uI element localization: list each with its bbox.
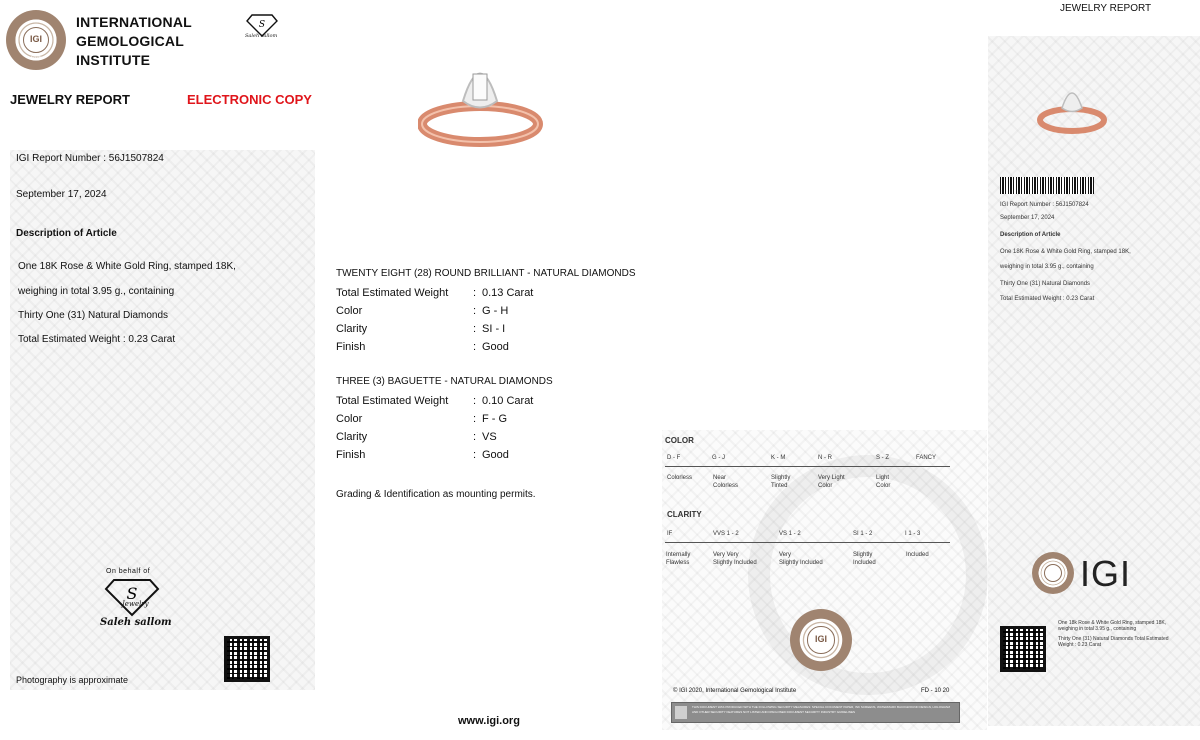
card-ring-photo xyxy=(1036,78,1108,138)
photo-note: Photography is approximate xyxy=(16,675,129,685)
seal-bottom-text: IGI xyxy=(814,634,827,644)
color-grade-6: FANCY xyxy=(916,455,937,461)
color-grade-1: D - F xyxy=(667,455,681,461)
clarity-grade-3: VS 1 - 2 xyxy=(779,531,801,537)
card-qr-caption-4: Weight : 0.23 Carat xyxy=(1058,642,1101,648)
clarity-scale-heading: CLARITY xyxy=(667,510,702,519)
description-line-4: Total Estimated Weight : 0.23 Carat xyxy=(18,334,176,345)
card-date: September 17, 2024 xyxy=(1000,215,1055,221)
report-date: September 17, 2024 xyxy=(16,189,107,200)
color-scale-line xyxy=(665,466,950,467)
jewelry-diamond-icon xyxy=(104,577,164,621)
row-value: 0.10 Carat xyxy=(482,395,534,407)
group-2-heading: THREE (3) BAGUETTE - NATURAL DIAMONDS xyxy=(336,376,553,387)
color-desc-1: Colorless xyxy=(667,475,693,481)
color-desc-2: Near Colorless xyxy=(713,475,739,489)
card-report-type: JEWELRY REPORT xyxy=(1060,3,1152,14)
qr-code[interactable] xyxy=(224,636,270,682)
partner-diamond-icon xyxy=(244,12,280,44)
card-igi-seal xyxy=(1032,552,1074,594)
clarity-grade-5: I 1 - 3 xyxy=(905,531,921,537)
row-key: Color xyxy=(336,305,363,317)
clarity-grade-2: VVS 1 - 2 xyxy=(713,531,739,537)
row-value: G - H xyxy=(482,305,509,317)
color-grade-4: N - R xyxy=(818,455,832,461)
seal-year: 1975 xyxy=(30,56,42,62)
color-desc-4: Very Light Color xyxy=(818,475,845,489)
row-key: Clarity xyxy=(336,431,368,443)
color-grade-2: G - J xyxy=(712,455,725,461)
row-key: Finish xyxy=(336,341,366,353)
partner-signature: Saleh sallom xyxy=(245,33,278,39)
description-heading: Description of Article xyxy=(16,228,117,239)
row-key: Total Estimated Weight xyxy=(336,395,449,407)
jewelry-logo-text: Jewelry xyxy=(122,600,149,608)
card-qr-caption-3: Thirty One (31) Natural Diamonds Total Estimated xyxy=(1058,636,1169,642)
color-desc-5: Light Color xyxy=(876,475,891,489)
org-name-line2: GEMOLOGICAL xyxy=(76,33,184,49)
color-grade-3: K - M xyxy=(771,455,786,461)
row-key: Color xyxy=(336,413,363,425)
card-igi-logo-text: IGI xyxy=(1080,553,1132,594)
row-key: Finish xyxy=(336,449,366,461)
card-qr-caption-2: weighing in total 3.95 g., containing xyxy=(1058,626,1137,632)
color-desc-3: Slightly Tinted xyxy=(771,475,791,489)
security-note: THIS DOCUMENT WAS PRODUCED WITH THE FOLLOWING SECURITY MEASURES: SPECIAL DOCUMENT PAPER, INK SCREENS, WATERMARK BACKGROUND DESIGN, HOLOGRAM AND OTHER SECURITY FEATURES NOT LISTED AND DISCLOSED DOCUMENT SECURITY INDUSTRY GUIDELINES xyxy=(692,705,951,714)
card-description-heading: Description of Article xyxy=(1000,232,1061,238)
barcode xyxy=(1000,177,1094,194)
igi-seal-bottom xyxy=(790,609,852,671)
grading-comment: Grading & Identification as mounting permits. xyxy=(336,489,536,500)
clarity-desc-3: Very Slightly Included xyxy=(779,552,823,566)
card-description-line-2: weighing in total 3.95 g., containing xyxy=(1000,264,1094,270)
row-value: 0.13 Carat xyxy=(482,287,534,299)
row-key: Total Estimated Weight xyxy=(336,287,449,299)
website-link[interactable]: www.igi.org xyxy=(458,715,520,727)
org-name-line3: INSTITUTE xyxy=(76,52,151,68)
report-number: IGI Report Number : 56J1507824 xyxy=(16,153,164,164)
clarity-desc-2: Very Very Slightly Included xyxy=(713,552,757,566)
clarity-scale-line xyxy=(665,542,950,543)
form-code: FD - 10 20 xyxy=(921,688,950,694)
row-value: Good xyxy=(482,341,509,353)
color-grade-5: S - Z xyxy=(876,455,889,461)
card-ring-image xyxy=(1036,78,1108,138)
on-behalf-of: On behalf of xyxy=(106,568,151,575)
card-qr-code[interactable] xyxy=(1000,626,1046,672)
igi-seal-logo xyxy=(6,10,66,70)
igi-watermark xyxy=(748,455,988,695)
svg-text:S: S xyxy=(258,20,266,30)
clarity-grade-4: SI 1 - 2 xyxy=(853,531,873,537)
card-report-number: IGI Report Number : 56J1507824 xyxy=(1000,202,1089,208)
card-description-line-1: One 18K Rose & White Gold Ring, stamped 18K, xyxy=(1000,249,1131,255)
ring-photo xyxy=(418,46,543,156)
card-qr-caption xyxy=(1058,620,1198,648)
seal-logo-text: IGI xyxy=(29,34,42,44)
clarity-desc-4: Slightly Included xyxy=(853,552,876,566)
org-name-line1: INTERNATIONAL xyxy=(76,14,192,30)
row-key: Clarity xyxy=(336,323,368,335)
description-line-1: One 18K Rose & White Gold Ring, stamped 18K, xyxy=(18,261,236,272)
jewelry-logo xyxy=(104,577,164,621)
report-type-title: JEWELRY REPORT xyxy=(10,92,130,107)
group-1-heading: TWENTY EIGHT (28) ROUND BRILLIANT - NATURAL DIAMONDS xyxy=(336,268,636,279)
row-value: F - G xyxy=(482,413,508,425)
description-line-3: Thirty One (31) Natural Diamonds xyxy=(18,310,169,321)
card-description-line-3: Thirty One (31) Natural Diamonds xyxy=(1000,281,1091,287)
row-value: Good xyxy=(482,449,509,461)
clarity-desc-1: Internally Flawless xyxy=(666,552,691,566)
ring-image xyxy=(418,46,543,156)
org-name xyxy=(76,13,192,70)
row-value: SI - I xyxy=(482,323,506,335)
clarity-desc-5: Included xyxy=(906,552,929,558)
card-description-line-4: Total Estimated Weight : 0.23 Carat xyxy=(1000,296,1095,302)
description-line-2: weighing in total 3.95 g., containing xyxy=(18,286,175,297)
color-scale-heading: COLOR xyxy=(665,436,694,445)
partner-logo xyxy=(244,12,280,44)
security-strip xyxy=(671,702,960,723)
security-strip-icon xyxy=(675,706,687,719)
svg-text:S: S xyxy=(126,584,138,603)
copyright: © IGI 2020, International Gemological Institute xyxy=(673,688,797,694)
row-value: VS xyxy=(482,431,497,443)
clarity-grade-1: IF xyxy=(667,531,673,537)
card-qr-caption-1: One 18k Rose & White Gold Ring, stamped 18K, xyxy=(1058,620,1167,626)
signature: Saleh sallom xyxy=(100,617,172,628)
electronic-copy-label: ELECTRONIC COPY xyxy=(187,92,312,107)
